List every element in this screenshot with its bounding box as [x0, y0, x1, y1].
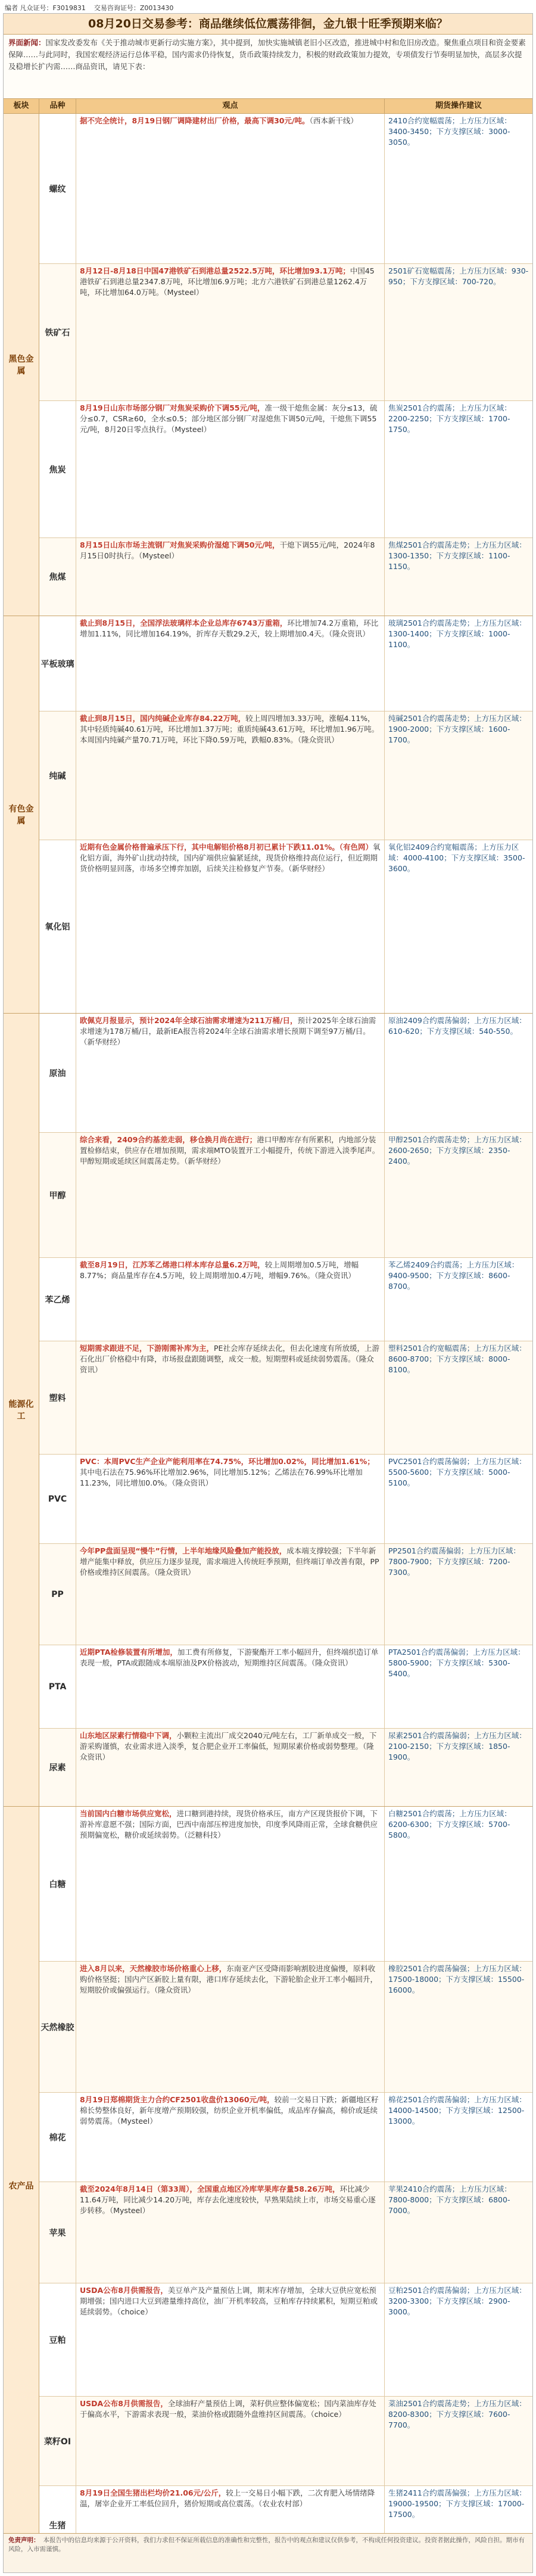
trading-advice: 白糖2501合约震荡；上方压力区域：6200-6300；下方支撑区域：5700-5800。: [388, 1809, 512, 1839]
advisor-license: 交易咨询证号：Z0013430: [94, 4, 174, 12]
trading-advice: 橡胶2501合约震荡偏强；上方压力区域：17500-18000；下方支撑区域：15500-16000。: [388, 1964, 526, 1994]
product-name: 生猪: [39, 2486, 76, 2565]
trading-advice: 尿素2501合约震荡偏弱；上方压力区域：2100-2150；下方支撑区域：1850-1900。: [388, 1731, 526, 1761]
market-view: [76, 1014, 385, 1132]
view-text: 较上周四增加3.33万吨，涨幅4.11%，其中轻质纯碱40.61万吨，环比增加1.37万吨；重质纯碱43.61万吨，环比增加1.96万吨。本周国内纯碱产量70.71万吨，环比下降0.59万吨，跌幅0.83%。（隆众资讯）: [80, 714, 379, 744]
trading-advice: 菜油2501合约震荡走势；上方压力区域：8200-8300；下方支撑区域：7600-7700。: [388, 2399, 526, 2429]
trading-advice: 玻璃2501合约震荡走势；上方压力区域：1300-1400；下方支撑区域：1000-1100。: [388, 619, 526, 649]
analyst-license: 编者 凡众证号：F3019831: [5, 4, 86, 12]
trading-advice: 塑料2501合约宽幅震荡；上方压力区域：8600-8700；下方支撑区域：8000-8100。: [388, 1344, 526, 1374]
view-text: 东南亚产区受降雨影响割胶进度偏慢，原料收购价格坚挺；国内产区新胶上量有限，港口库存延续去化，下游轮胎企业开工率小幅回升，短期胶价或偏强运行。（隆众资讯）: [80, 1964, 378, 1994]
view-highlight: 近期PTA检修装置有所增加，: [80, 1648, 177, 1657]
table-row: [39, 1807, 532, 1962]
sector-label: 农产品: [4, 1807, 39, 2565]
table-row: [39, 114, 532, 264]
market-view: [76, 2397, 385, 2485]
table-row: [39, 711, 532, 840]
disclaimer: [4, 2533, 532, 2572]
table-row: [39, 401, 532, 538]
product-name: 尿素: [39, 1729, 76, 1806]
sector-label: 黑色金属: [4, 114, 39, 616]
trading-advice: 氧化铝2409合约宽幅震荡；上方压力区域：4000-4100；下方支撑区域：3500-3600。: [388, 843, 525, 873]
product-name: PVC: [39, 1455, 76, 1543]
market-view: [76, 1807, 385, 1961]
view-highlight: 8月19日郑棉期货主力合约CF2501收盘价13060元/吨，: [80, 2095, 275, 2104]
view-highlight: 欧佩克月报显示，预计2024年全球石油需求增速为211万桶/日，: [80, 1016, 298, 1025]
table-row: [39, 1645, 532, 1729]
product-name: 纯碱: [39, 711, 76, 840]
product-name: 铁矿石: [39, 264, 76, 400]
trading-advice: PVC2501合约震荡偏弱；上方压力区域：5500-5600；下方支撑区域：5000-5100。: [388, 1457, 526, 1487]
sector-rows: [39, 114, 532, 616]
table-row: [39, 2093, 532, 2182]
view-highlight: 近期有色金属价格普遍承压下行，其中电解铝价格8月初已累计下跌11.01%。（有色网）: [80, 843, 373, 852]
sector-section: [4, 1807, 532, 2565]
table-row: [39, 2397, 532, 2486]
market-view: [76, 538, 385, 616]
market-view: [76, 401, 385, 537]
product-name: 苯乙烯: [39, 1258, 76, 1341]
market-view: [76, 1645, 385, 1728]
document-topbar: [0, 0, 536, 13]
product-name: 原油: [39, 1014, 76, 1132]
sector-rows: [39, 1014, 532, 1806]
market-view: [76, 616, 385, 711]
table-row: [39, 538, 532, 616]
market-view: [76, 1341, 385, 1454]
view-highlight: 综合来看，2409合约基差走弱，移仓换月尚在进行；: [80, 1135, 257, 1144]
trading-advice: 焦煤2501合约震荡走势；上方压力区域：1300-1350；下方支撑区域：1100-1150。: [388, 540, 526, 571]
table-row: [39, 840, 532, 1013]
trading-advice: 2410合约宽幅震荡；上方压力区域：3400-3450；下方支撑区域：3000-3050。: [388, 116, 512, 147]
view-highlight: 截止到8月15日，国内纯碱企业库存84.22万吨，: [80, 714, 246, 723]
market-view: [76, 1258, 385, 1341]
view-text: 小颗粒主流出厂成交2040元/吨左右，工厂新单成交一般，下游采购谨慎，农业需求进入淡季，复合肥企业开工率偏低，短期尿素价格或弱势整理。（隆众资讯）: [80, 1731, 377, 1761]
view-text: 加工费有所修复，下游聚酯开工率小幅回升，但终端织造订单表现一般，PTA或跟随成本端原油及PX价格波动，短期维持区间震荡。（隆众资讯）: [80, 1648, 379, 1667]
table-row: [39, 616, 532, 711]
trading-advice: 2501矿石宽幅震荡；上方压力区域：930-950；下方支撑区域：700-720。: [388, 266, 529, 286]
view-highlight: 山东地区尿素行情稳中下调，: [80, 1731, 177, 1740]
view-highlight: 8月12日-8月18日中国47港铁矿石到港总量2522.5万吨，环比增加93.1万吨；: [80, 266, 350, 275]
sector-rows: [39, 616, 532, 1013]
view-text: PE社会库存延续去化，但去化速度有所放缓，上游石化出厂价格稳中有降，市场报盘跟随调整，成交一般。短期塑料或延续弱势震荡。（隆众资讯）: [80, 1344, 379, 1374]
report-document: [3, 13, 533, 2573]
view-highlight: PVC：本周PVC生产企业产能利用率在74.75%，环比增加0.02%，同比增加1.61%；: [80, 1457, 375, 1466]
disclaimer-label: 免责声明：: [8, 2537, 40, 2544]
product-name: 苹果: [39, 2182, 76, 2283]
table-row: [39, 1455, 532, 1544]
market-view: [76, 1962, 385, 2092]
view-text: 全球油籽产量预估上调，菜籽供应整体偏宽松；国内菜油库存处于偏高水平，下游需求表现一般，菜油价格或跟随外盘维持区间震荡。（choice）: [80, 2399, 376, 2419]
table-row: [39, 1544, 532, 1645]
view-highlight: 截至2024年8月14日（第33周），全国重点地区冷库苹果库存量58.26万吨，: [80, 2185, 340, 2193]
view-text: 较上周期增加0.5万吨，增幅8.77%；商品量库存在4.5万吨，较上周期增加0.4万吨，增幅9.76%。（隆众资讯）: [80, 1260, 359, 1280]
sector-label: 能源化工: [4, 1014, 39, 1806]
view-highlight: 8月19日山东市场部分钢厂对焦炭采购价下调55元/吨，: [80, 403, 265, 412]
view-highlight: 截至8月19日，江苏苯乙烯港口样本库存总量6.2万吨，: [80, 1260, 265, 1269]
market-view: [76, 2093, 385, 2182]
market-view: [76, 2283, 385, 2396]
intro-paragraph: [4, 35, 532, 99]
view-text: 美豆单产及产量预估上调，期末库存增加，全球大豆供应宽松预期增强；国内进口大豆到港量维持高位，油厂开机率较高，豆粕库存持续累积，短期豆粕或延续弱势。（choice）: [80, 2286, 378, 2316]
product-name: 焦煤: [39, 538, 76, 616]
trading-advice: 苹果2410合约震荡；上方压力区域：7800-8000；下方支撑区域：6800-7000。: [388, 2185, 512, 2215]
product-name: 棉花: [39, 2093, 76, 2182]
table-row: [39, 2182, 532, 2283]
view-text: 干熄下调55元/吨，2024年8月15日0时执行。（Mysteel）: [80, 540, 375, 560]
intro-text: 国家发改委发布《关于推动城市更新行动实施方案》，其中提到，加快实施城镇老旧小区改造，推进城中村和危旧房改造。聚焦重点项目和资金要素保障……与此同时，我国宏观经济运行总体平稳，国内需求仍待恢复，货币政策持续发力，积极的财政政策加力提效，专项债发行节奏明显加快，高层多次提及稳增长扩内需……商品资讯，请见下表：: [8, 38, 526, 71]
trading-advice: 原油2409合约震荡偏弱；上方压力区域：610-620；下方支撑区域：540-550。: [388, 1016, 526, 1036]
table-row: [39, 264, 532, 401]
trading-advice: 甲醇2501合约震荡走势；上方压力区域：2600-2650；下方支撑区域：2350-2400。: [388, 1135, 526, 1166]
sector-label: 有色金属: [4, 616, 39, 1013]
product-name: PTA: [39, 1645, 76, 1728]
market-view: [76, 264, 385, 400]
market-view: [76, 1544, 385, 1645]
trading-advice: PP2501合约震荡偏弱；上方压力区域：7800-7900；下方支撑区域：7200-7300。: [388, 1546, 521, 1577]
table-row: [39, 1014, 532, 1133]
view-text: 氧化铝方面，海外矿山扰动持续，国内矿端供应偏紧延续，现货价格维持高位运行，但近期期货价格明显回落，市场多空博弈加剧，后续关注检修复产节奏。（新华财经）: [80, 843, 381, 873]
report-title: 08月20日交易参考：商品继续低位震荡徘徊，金九银十旺季预期来临？: [4, 14, 532, 35]
product-name: 天然橡胶: [39, 1962, 76, 2092]
market-view: [76, 711, 385, 840]
header-advice: 期货操作建议: [435, 101, 482, 110]
view-text: 其中电石法在75.96%环比增加2.96%，同比增加5.12%；乙烯法在76.99%环比增加11.23%，同比增加0.0%。（隆众资讯）: [80, 1468, 363, 1487]
sector-section: [4, 1014, 532, 1807]
product-name: PP: [39, 1544, 76, 1645]
view-text: 较上一交易日小幅下跌，二次育肥入场情绪降温，屠宰企业开工率低位回升，猪价短期或高位震荡。（农业农村部）: [80, 2488, 375, 2508]
view-text: 较前一交易日下跌；新疆地区籽棉长势整体良好，新年度增产预期较强，纺织企业开机率偏低，成品库存偏高，棉价或延续弱势震荡。（Mysteel）: [80, 2095, 379, 2126]
view-highlight: USDA公布8月供需报告，: [80, 2286, 168, 2295]
product-name: 螺纹: [39, 114, 76, 263]
product-name: 甲醇: [39, 1133, 76, 1257]
view-highlight: 8月15日山东市场主流钢厂对焦炭采购价湿熄下调50元/吨，: [80, 540, 280, 549]
table-row: [39, 1258, 532, 1341]
market-view: [76, 1729, 385, 1806]
product-name: 豆粕: [39, 2283, 76, 2396]
view-highlight: 据不完全统计，8月19日钢厂调降建材出厂价格，最高下调30元/吨。: [80, 116, 310, 125]
trading-advice: 焦炭2501合约震荡；上方压力区域：2200-2250；下方支撑区域：1700-1750。: [388, 403, 512, 434]
product-name: 平板玻璃: [39, 616, 76, 711]
trading-advice: 生猪2411合约震荡偏强；上方压力区域：19000-19500；下方支撑区域：17000-17500。: [388, 2488, 526, 2519]
market-view: [76, 1133, 385, 1257]
table-row: [39, 1341, 532, 1455]
intro-label: 界面新闻：: [8, 38, 46, 47]
view-text: 中国45港铁矿石到港总量2347.8万吨，环比增加6.9万吨；北方六港铁矿石到港总量1262.4万吨，环比增加64.0万吨。（Mysteel）: [80, 266, 375, 297]
product-name: 焦炭: [39, 401, 76, 537]
header-sector: 板块: [4, 99, 39, 113]
product-name: 氧化铝: [39, 840, 76, 1013]
view-text: 进口糖到港持续，现货价格承压，南方产区现货报价下调，下游补库意愿不强；国际方面，巴西中南部压榨进度加快，印度季风降雨正常，全球食糖供应预期偏宽松，糖价或延续弱势。（泛糖科技）: [80, 1809, 378, 1839]
trading-advice: 纯碱2501合约震荡走势；上方压力区域：1900-2000；下方支撑区域：1600-1700。: [388, 714, 526, 744]
table-body: [4, 114, 532, 2565]
trading-advice: 棉花2501合约震荡偏弱；上方压力区域：14000-14500；下方支撑区域：12500-13000。: [388, 2095, 526, 2126]
table-row: [39, 1133, 532, 1258]
trading-advice: PTA2501合约震荡偏弱；上方压力区域：5800-5900；下方支撑区域：5300-5400。: [388, 1648, 525, 1678]
product-name: 菜籽OI: [39, 2397, 76, 2485]
table-row: [39, 2283, 532, 2397]
view-highlight: USDA公布8月供需报告，: [80, 2399, 168, 2408]
table-row: [39, 1729, 532, 1806]
market-view: [76, 1455, 385, 1543]
sector-rows: [39, 1807, 532, 2565]
view-highlight: 8月19日全国生猪出栏均价21.06元/公斤，: [80, 2488, 226, 2497]
view-highlight: 今年PP盘面呈现“慢牛”行情，上半年地缘风险叠加产能投放，: [80, 1546, 287, 1555]
disclaimer-text: 本报告中的信息均来源于公开资料，我们力求但不保证所载信息的准确性和完整性，报告中的观点和建议仅供参考，不构成任何投资建议。投资者据此操作，风险自担。期市有风险，入市需谨慎。: [8, 2537, 525, 2553]
view-highlight: 当前国内白糖市场供应宽松，: [80, 1809, 177, 1818]
header-view: 观点: [76, 99, 385, 113]
market-view: [76, 2182, 385, 2283]
view-text: 成本端支撑较强；下半年新增产能集中释放，供应压力逐步显现，需求端进入传统旺季预期，但终端订单改善有限，PP价格或维持区间震荡。（隆众资讯）: [80, 1546, 379, 1577]
view-text: 准一级干熄焦金属：灰分≤13，硫分≤0.7，CSR≥60，全水≤0.5；部分地区部分钢厂对湿熄焦下调50元/吨，干熄焦下调55元/吨，8月20日零点执行。（Mysteel）: [80, 403, 378, 434]
product-name: 白糖: [39, 1807, 76, 1961]
table-row: [39, 1962, 532, 2093]
view-highlight: 短期需求跟进不足，下游刚需补库为主，: [80, 1344, 214, 1353]
view-highlight: 进入8月以来，天然橡胶市场价格重心上移，: [80, 1964, 227, 1973]
trading-advice: 苯乙烯2409合约震荡；上方压力区域：9400-9500；下方支撑区域：8600-8700。: [388, 1260, 519, 1291]
market-view: [76, 114, 385, 263]
view-text: 预计2025年全球石油需求增速为178万桶/日，最新IEA报告将2024年全球石油需求增长预期下调至97万桶/日。（新华财经）: [80, 1016, 376, 1046]
view-text: 环比减少11.64万吨，同比减少14.20万吨，库存去化速度较快，早熟果陆续上市，市场交易重心逐步转移。（Mysteel）: [80, 2185, 376, 2215]
trading-advice: 豆粕2501合约震荡偏弱；上方压力区域：3200-3300；下方支撑区域：2900-3000。: [388, 2286, 526, 2316]
header-product: 品种: [39, 99, 76, 113]
view-text: 环比增加74.2万重箱，环比增加1.11%，同比增加164.19%，折库存天数29.2天，较上期增加0.4天。（隆众资讯）: [80, 619, 379, 638]
view-text: 港口甲醇库存有所累积，内地部分装置检修结束，供应存在增加预期，需求端MTO装置开工小幅提升，传统下游进入淡季尾声。甲醇短期或延续区间震荡走势。（新华财经）: [80, 1135, 380, 1166]
sector-section: [4, 616, 532, 1014]
market-view: [76, 840, 385, 1013]
view-highlight: 截止到8月15日，全国浮法玻璃样本企业总库存6743万重箱，: [80, 619, 288, 627]
sector-section: [4, 114, 532, 616]
product-name: 塑料: [39, 1341, 76, 1454]
view-text: （西本新干线）: [309, 116, 358, 125]
table-header: [4, 99, 532, 114]
